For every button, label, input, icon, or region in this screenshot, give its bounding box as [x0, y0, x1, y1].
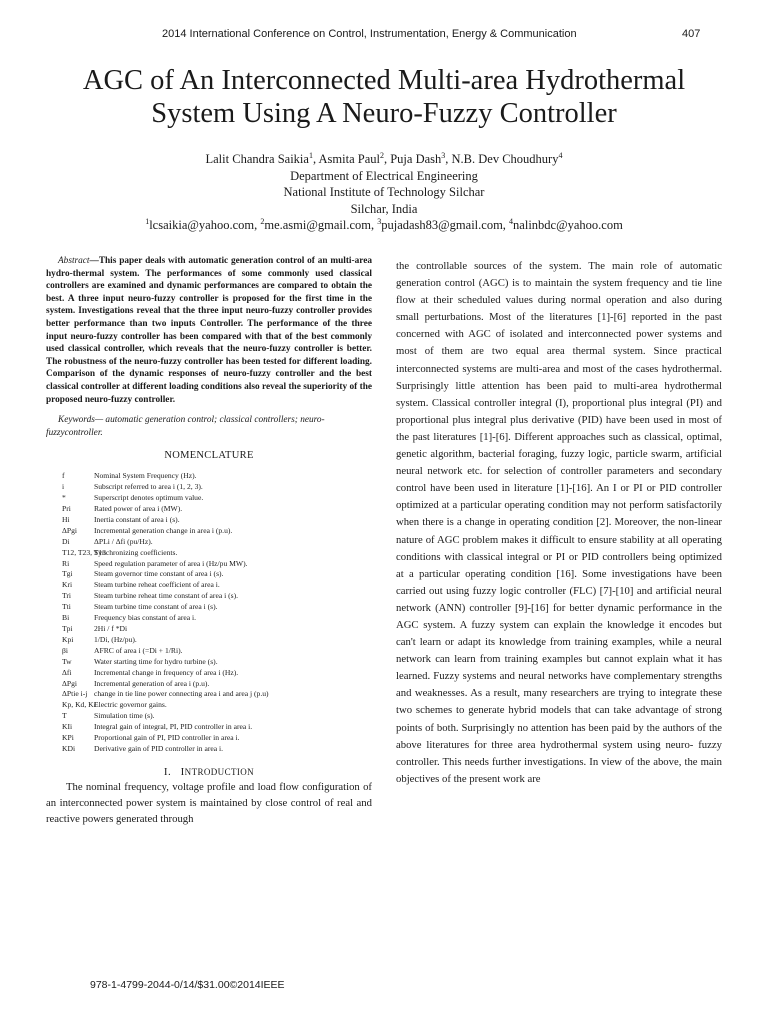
nomenclature-symbol: Kpi	[62, 634, 74, 644]
nomenclature-row	[46, 569, 372, 580]
conference-name: 2014 International Conference on Control, Instrumentation, Energy & Communication	[162, 28, 577, 40]
nomenclature-row	[46, 515, 372, 526]
nomenclature-description: ΔPLi / Δfi (pu/Hz).	[94, 536, 153, 546]
nomenclature-row	[46, 679, 372, 690]
nomenclature-description: Steam turbine reheat time constant of area i (s).	[94, 591, 239, 601]
nomenclature-symbol: Di	[62, 536, 70, 546]
nomenclature-row	[46, 537, 372, 548]
nomenclature-symbol: f	[62, 471, 65, 481]
author-sup: 2	[379, 150, 384, 160]
nomenclature-symbol: Tw	[62, 656, 72, 666]
author-institute: National Institute of Technology Silchar	[283, 185, 485, 199]
author-name: Puja Dash	[390, 152, 442, 166]
nomenclature-row	[46, 559, 372, 570]
author-name: Asmita Paul	[318, 152, 380, 166]
left-column	[46, 255, 372, 827]
nomenclature-row	[46, 493, 372, 504]
nomenclature-row	[46, 482, 372, 493]
nomenclature-symbol: βi	[62, 645, 68, 655]
email-link[interactable]: lcsaikia@yahoo.com	[149, 218, 255, 232]
abstract-lead: Abstract	[58, 256, 90, 266]
nomenclature-symbol: Tpi	[62, 624, 73, 633]
nomenclature-description: Water starting time for hydro turbine (s).	[94, 656, 218, 666]
author-sup: 1	[308, 150, 313, 160]
nomenclature-description: Subscript referred to area i (1, 2, 3).	[94, 482, 203, 492]
nomenclature-description: Synchronizing coefficients.	[94, 547, 178, 557]
nomenclature-row	[46, 504, 372, 515]
nomenclature-list	[46, 471, 372, 755]
author-department: Department of Electrical Engineering	[290, 168, 478, 183]
email-link[interactable]: pujadash83@gmail.com	[381, 218, 503, 232]
nomenclature-symbol: ΔPgi	[62, 525, 78, 535]
nomenclature-symbol: ΔPtie i-j	[62, 689, 88, 699]
nomenclature-row	[46, 613, 372, 624]
nomenclature-symbol: ΔPgi	[62, 678, 78, 688]
nomenclature-row	[46, 700, 372, 711]
nomenclature-description: Incremental generation change in area i (p.u).	[94, 525, 233, 535]
nomenclature-symbol: *	[62, 493, 66, 503]
nomenclature-description: Proportional gain of PI, PID controller in area i.	[94, 733, 240, 743]
author-names: Lalit Chandra Saikia$^1$, Asmita Paul$^2$, Puja Dash$^3$, N.B. Dev Choudhury$^4$	[205, 150, 563, 166]
nomenclature-description: Nominal System Frequency (Hz).	[94, 471, 197, 481]
nomenclature-description: Incremental generation of area i (p.u).	[94, 678, 210, 688]
nomenclature-description: Frequency bias constant of area i.	[94, 613, 197, 623]
introduction-continued: the controllable sources of the system. The main role of automatic generation control (AGC) is to maintain the system frequency and tie line flow at their scheduled values during normal operation and also during small perturbations. Most of the literatures [1]-[6] reported in the past concerned with AGC of isolated and interconnected power systems and most of them are two equal area thermal system. Since practical interconnected systems are multi-area and most of the cases hydrothermal. Surprisingly little attention has been paid to multi-area hydrothermal system. Classical controller integral (I), proportional plus integral (PI) and proportional plus integral plus derivative (PID) have been used in most of the past literatures [1]-[6]. Different approaches such as classical, optimal, genetic algorithm, bacterial foraging, fuzzy logic, particle swarm, artificial neural network etc. for selection of controller parameters and secondary control have been used in literature [1]-[16]. An I or PI or PID controller optimized at a particular operating condition may not perform satisfactorily when there is a change in operating condition [2]. Moreover, the non-linear nature of AGC problem makes it difficult to ensure stability at all operating conditions with classical integral or PI or PID controllers being optimized at a particular operating condition [16]. Some investigations have been carried out using fuzzy logic controller (FLC) [7]-[10] and artificial neural network (ANN) controller [9]-[16] for better dynamic performance in the AGC system. A fuzzy system can explain the knowledge it encodes but can't learn or adapt its knowledge from training examples, while a neural network can learn from training examples but cannot explain what it has learned. Fuzzy systems and neural networks have complementary strengths and weaknesses. As a result, many researchers are trying to integrate these two schemes to generate hybrid models that can take advantage of strong points of both. Surprisingly no attention has been paid by the authors of the above literatures for three area hydrothermal system using neuro- fuzzy controller. This needs further investigations. In view of the above, the main objectives of the present work are	[396, 260, 722, 785]
nomenclature-description: Electric governor gains.	[94, 700, 167, 710]
nomenclature-description: Integral gain of integral, PI, PID controller in area i.	[94, 722, 253, 732]
nomenclature-symbol: Hi	[62, 514, 70, 524]
copyright-footer: 978-1-4799-2044-0/14/$31.00©2014IEEE	[90, 979, 285, 991]
running-header	[0, 28, 768, 46]
nomenclature-symbol: T12, T23, T13	[62, 547, 107, 557]
nomenclature-description: Simulation time (s).	[94, 711, 155, 721]
nomenclature-row	[46, 548, 372, 559]
nomenclature-symbol: Kri	[62, 580, 73, 590]
nomenclature-description: Inertia constant of area i (s).	[94, 514, 180, 524]
nomenclature-row	[46, 733, 372, 744]
right-column	[396, 258, 722, 788]
nomenclature-description: Superscript denotes optimum value.	[94, 493, 204, 503]
nomenclature-symbol: T	[62, 711, 67, 721]
title-line-1: AGC of An Interconnected Multi-area Hydrothermal	[82, 65, 686, 96]
nomenclature-symbol: Ri	[62, 558, 70, 568]
nomenclature-symbol: Tgi	[62, 569, 73, 579]
keywords: Keywords— automatic generation control; classical controllers; neuro- fuzzycontroller.	[46, 415, 325, 438]
section-title-introduction: I. INTRODUCTION	[163, 765, 255, 778]
nomenclature-description: Rated power of area i (MW).	[94, 504, 183, 514]
author-sup: 4	[558, 150, 563, 160]
abstract	[46, 255, 372, 406]
author-name: N.B. Dev Choudhury	[451, 152, 559, 166]
nomenclature-row	[46, 580, 372, 591]
nomenclature-description: Incremental change in frequency of area i (Hz).	[94, 667, 239, 677]
nomenclature-row	[46, 471, 372, 482]
nomenclature-row	[46, 722, 372, 733]
abstract-text: —This paper deals with automatic generation control of an multi-area hydro-thermal system. The performances of some commonly used classical controllers are examined and dynamic performances are compared to obtain the best. A three input neuro-fuzzy controller is proposed for the first time in the system. Investigations reveal that the three input neuro-fuzzy controller provides better performance than two inputs Controller. The performance of the three input neuro-fuzzy controller has been compared with that of the best commonly used classical controller, which reveals that the neuro-fuzzy controller is better. The robustness of the neuro-fuzzy controller has been tested for different loading. Comparison of the dynamic responses of neuro-fuzzy controller and the best classical controller at different loading conditions also reveal the superiority of the proposed neuro-fuzzy controller.	[46, 256, 372, 405]
nomenclature-description: Derivative gain of PID controller in area i.	[94, 743, 224, 753]
nomenclature-description: Steam turbine reheat coefficient of area i.	[94, 580, 220, 590]
nomenclature-row	[46, 591, 372, 602]
nomenclature-symbol: Pri	[62, 504, 71, 514]
nomenclature-description: 1/Di, (Hz/pu).	[94, 634, 137, 644]
nomenclature-description: 2Hi / f *Di	[94, 624, 128, 633]
nomenclature-row	[46, 744, 372, 755]
nomenclature-description: AFRC of area i (=Di + 1/Ri).	[94, 645, 183, 655]
nomenclature-row	[46, 635, 372, 646]
title-line-2: System Using A Neuro-Fuzzy Controller	[151, 98, 617, 129]
nomenclature-symbol: KIi	[62, 722, 73, 732]
nomenclature-row	[46, 526, 372, 537]
email-link[interactable]: me.asmi@gmail.com	[264, 218, 371, 232]
introduction-paragraph: The nominal frequency, voltage profile and load flow configuration of an interconnected power system is maintained by close control of real and reactive powers generated through	[46, 780, 372, 826]
nomenclature-row	[46, 602, 372, 613]
nomenclature-row	[46, 646, 372, 657]
nomenclature-symbol: Δfi	[62, 667, 72, 677]
nomenclature-description: change in tie line power connecting area i and area j (p.u)	[94, 689, 269, 699]
nomenclature-symbol: KDi	[62, 743, 76, 753]
nomenclature-title: NOMENCLATURE	[164, 450, 254, 462]
nomenclature-row	[46, 689, 372, 700]
nomenclature-row	[46, 657, 372, 668]
email-link[interactable]: nalinbdc@yahoo.com	[513, 218, 623, 232]
author-name: Lalit Chandra Saikia	[205, 152, 309, 166]
author-sup: 3	[441, 150, 446, 160]
nomenclature-symbol: Bi	[62, 613, 70, 623]
nomenclature-description: Steam turbine time constant of area i (s).	[94, 602, 218, 612]
nomenclature-symbol: Kp, Kd, Ki	[62, 700, 96, 710]
nomenclature-symbol: KPi	[62, 733, 74, 743]
nomenclature-symbol: i	[62, 482, 65, 492]
nomenclature-symbol: Tti	[62, 602, 71, 612]
nomenclature-row	[46, 668, 372, 679]
nomenclature-description: Steam governor time constant of area i (s).	[94, 569, 224, 579]
page-number: 407	[682, 28, 701, 40]
nomenclature-description: Speed regulation parameter of area i (Hz/pu MW).	[94, 558, 248, 568]
nomenclature-row	[46, 711, 372, 722]
paper-title	[0, 64, 768, 130]
nomenclature-row	[46, 624, 372, 635]
author-location: Silchar, India	[350, 201, 418, 216]
author-block	[0, 151, 768, 234]
nomenclature-symbol: Tri	[62, 591, 72, 601]
author-emails: $^1$lcsaikia@yahoo.com, $^2$me.asmi@gmail.com, $^3$pujadash83@gmail.com, $^4$nalinbdc@yahoo.com	[145, 216, 623, 232]
